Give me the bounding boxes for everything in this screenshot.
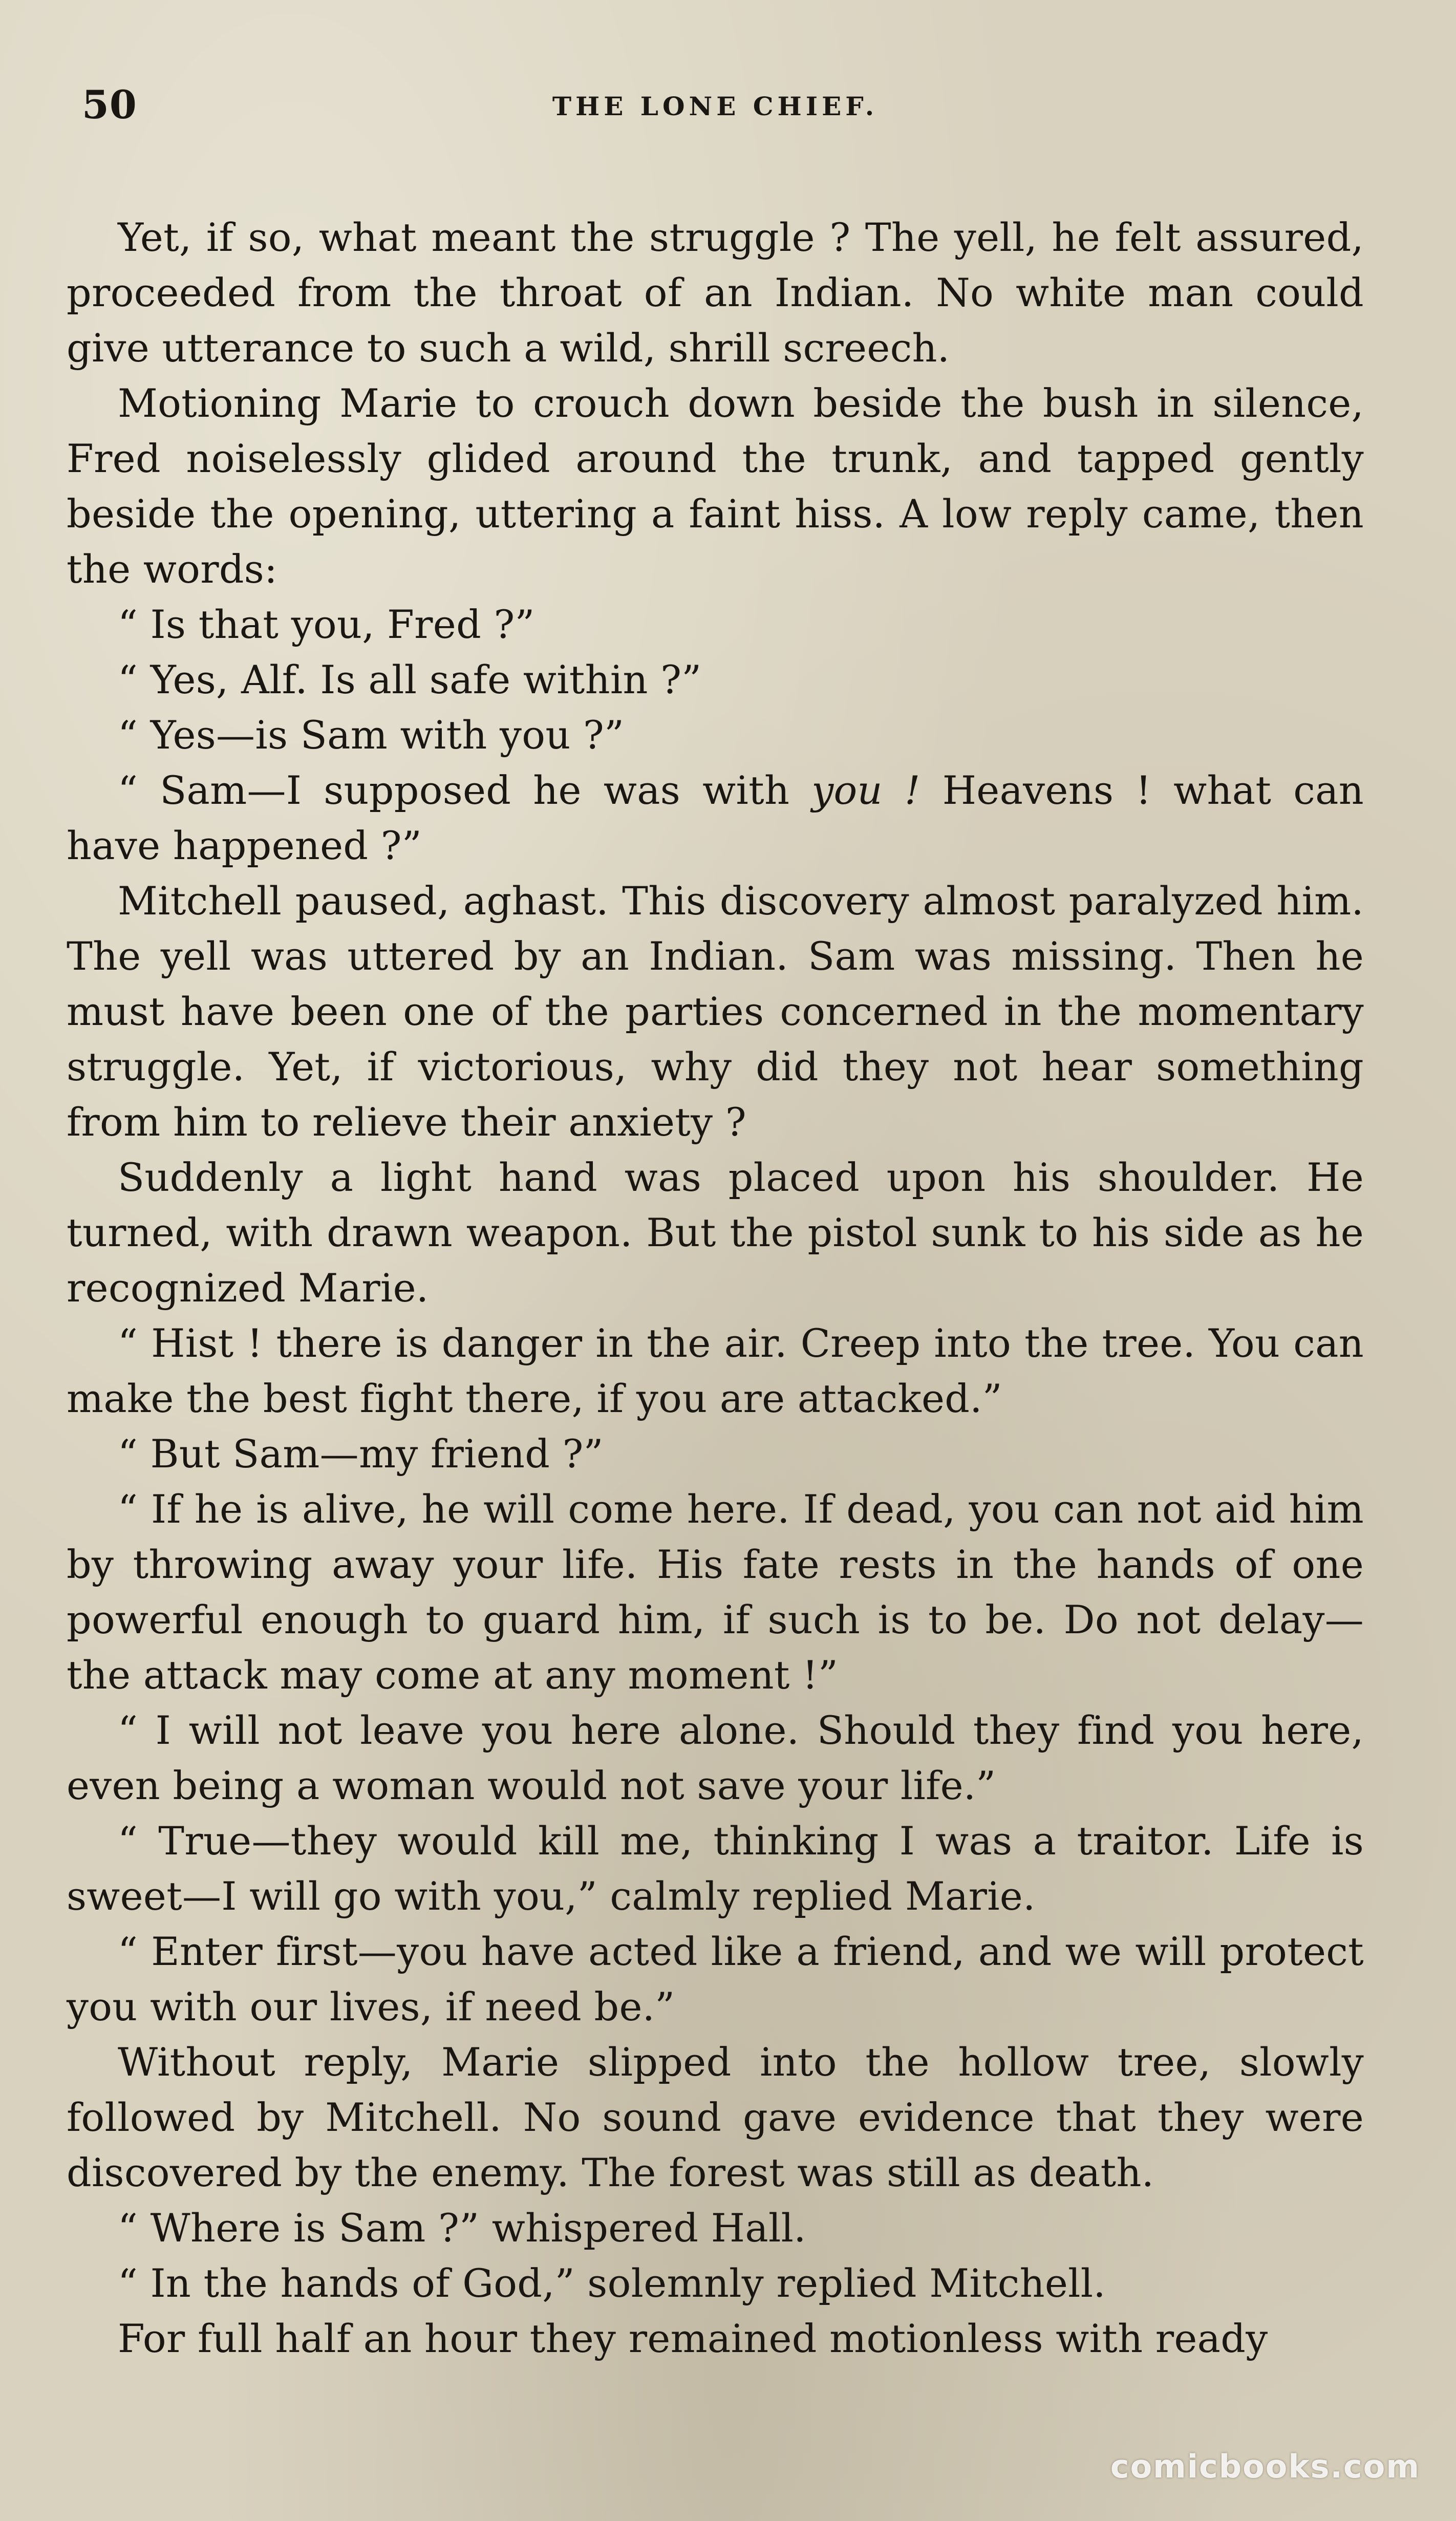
dialogue-line: “ Enter first—you have acted like a friend, and we will protect you with our lives, if need be.” [67,1929,1364,2029]
dialogue-line: “ Yes, Alf. Is all safe within ?” [118,657,702,702]
dialogue-line [67,763,1364,873]
emphasized-word: you ! [811,767,920,813]
running-head [67,77,1364,133]
dialogue-text-before: “ Sam—I supposed he was with [118,767,812,813]
body-text [67,210,1364,2366]
dialogue-text-after: Heavens ! what can have happened ?” [67,767,1364,868]
dialogue-line: “ Hist ! there is danger in the air. Creep into the tree. You can make the best fight there, if you are attacked.” [67,1320,1364,1421]
dialogue-line: “ But Sam—my friend ?” [118,1431,604,1477]
dialogue-line: “ Yes—is Sam with you ?” [118,712,625,758]
page-number: 50 [82,82,137,127]
paragraph: Mitchell paused, aghast. This discovery almost paralyzed him. The yell was uttered by an Indian. Sam was missing. Then he must have been one of the parties concerned in the momentary struggle. Yet, if victorious, why did they not hear something from him to relieve their anxiety ? [67,878,1364,1145]
paragraph: Suddenly a light hand was placed upon his shoulder. He turned, with drawn weapon. But the pistol sunk to his side as he recognized Marie. [67,1155,1364,1311]
site-watermark: comicbooks.com [1110,2448,1420,2485]
paragraph: For full half an hour they remained motionless with ready [118,2316,1268,2361]
dialogue-line: “ I will not leave you here alone. Should they find you here, even being a woman would not save your life.” [67,1707,1364,1808]
paragraph: Motioning Marie to crouch down beside the bush in silence, Fred noiselessly glided around the trunk, and tapped gently beside the opening, uttering a faint hiss. A low reply came, then the words: [67,380,1364,592]
running-title: THE LONE CHIEF. [552,91,879,121]
paragraph: Yet, if so, what meant the struggle ? The yell, he felt assured, proceeded from the throat of an Indian. No white man could give utterance to such a wild, shrill screech. [67,215,1364,371]
dialogue-line: “ If he is alive, he will come here. If dead, you can not aid him by throwing away your life. His fate rests in the hands of one powerful enough to guard him, if such is to be. Do not delay—the attack may come at any moment !” [67,1486,1364,1698]
dialogue-line: “ Where is Sam ?” whispered Hall. [118,2205,806,2251]
dialogue-line: “ Is that you, Fred ?” [118,602,535,647]
paragraph: Without reply, Marie slipped into the hollow tree, slowly followed by Mitchell. No sound gave evidence that they were discovered by the enemy. The forest was still as death. [67,2039,1364,2195]
dialogue-line: “ True—they would kill me, thinking I was a traitor. Life is sweet—I will go with you,” calmly replied Marie. [67,1818,1364,1919]
dialogue-line: “ In the hands of God,” solemnly replied Mitchell. [118,2260,1106,2306]
